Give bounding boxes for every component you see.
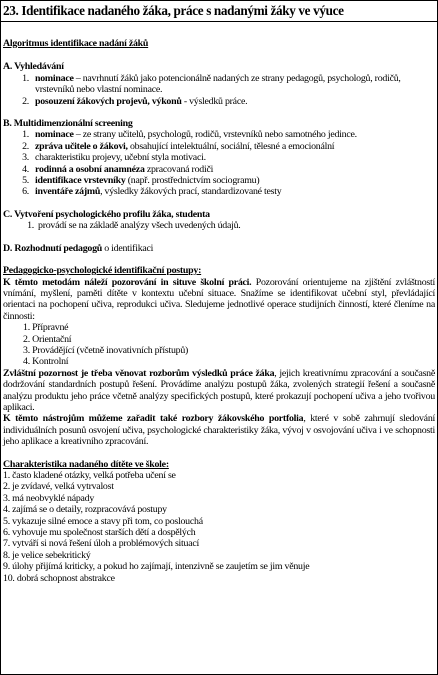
list-item: 2. je zvídavé, velká vytrvalost <box>3 481 114 493</box>
list-item: 10. dobrá schopnost abstrakce <box>3 572 115 584</box>
section-d-heading: D. Rozhodnutí pedagogů o identifikaci <box>3 242 154 254</box>
list-item: 9. úlohy přijímá kriticky, a pokud ho zajímají, intenzivně se zaujetím se jim věnuje <box>3 561 310 573</box>
list-item: 6. inventáře zájmů, výsledky žákových prací, standardizované testy <box>22 186 282 198</box>
list-item: 1. nominace – ze strany učitelů, psychologů, rodičů, vrstevníků nebo samotného jedince. <box>22 129 357 141</box>
list-item: 1. provádí se na základě analýzy všech uvedených údajů. <box>27 220 241 232</box>
list-item: 2. posouzení žákových projevů, výkonů - výsledků práce. <box>22 95 248 107</box>
list-item: 3. má neobvyklé nápady <box>3 492 95 504</box>
list-item: 3. Provádějící (včetně inovativních přístupů) <box>23 344 189 356</box>
methods-paragraph-3: K těmto nástrojům můžeme zařadit také rozbory žákovského portfolia, které v sobě zahrnují sledování individuálních posunů osvojení učiva, psychologické charakteristiky žáka, vývoj v osvojování učiva i ve schopnosti jeho aplikace a kreativního zpracování. <box>3 413 435 448</box>
list-item: 4. Kontrolní <box>23 356 69 368</box>
section-a-heading: A. Vyhledávání <box>3 61 64 73</box>
list-item: 4. zajímá se o detaily, rozpracovává postupy <box>3 504 167 516</box>
list-item: 2. zpráva učitele o žákovi, obsahující intelektuální, sociální, tělesné a emocionální <box>22 140 335 152</box>
list-item: 2. Orientační <box>23 333 72 345</box>
list-item: 1. Přípravné <box>23 322 69 334</box>
methods-heading: Pedagogicko-psychologické identifikační postupy: <box>3 265 202 277</box>
list-item: 4. rodinná a osobní anamnéza zpracovaná rodiči <box>22 163 214 175</box>
document-body <box>3 38 435 584</box>
section-c-heading: C. Vytvoření psychologického profilu žáka, studenta <box>3 208 210 220</box>
algorithm-heading: Algoritmus identifikace nadání žáků <box>3 38 149 49</box>
list-item: 7. vytváří si nová řešení úloh a problémových situací <box>3 538 199 550</box>
section-b-heading: B. Multidimenzionální screening <box>3 118 133 130</box>
page-title: 23. Identifikace nadaného žáka, práce s nadanými žáky ve výuce <box>1 1 438 22</box>
list-item: 1. nominace – navrhnutí žáků jako potencionálně nadaných ze strany pedagogů, psychologů, rodičů, vrstevníků nebo vlastní nominace. <box>22 72 401 96</box>
list-item: 6. vyhovuje mu společnost starších dětí a dospělých <box>3 527 196 539</box>
list-item: 5. identifikace vrstevníky (např. prostřednictvím sociogramu) <box>22 175 260 187</box>
methods-paragraph-2: Zvláštní pozornost je třeba věnovat rozborům výsledků práce žáka, jejich kreativnímu zpracování a současně dodržování standardních postupů řešení. Provádíme analýzu postupů žáka, zvolených strategií řešení a současně analýzu produktu jeho práce včetně analýzy specifických postupů, které prokazují pochopení učiva a jeho tvořivou aplikaci. <box>3 367 435 413</box>
characteristics-heading: Charakteristika nadaného dítěte ve škole: <box>3 458 169 470</box>
list-item: 5. vykazuje silné emoce a stavy při tom, co poslouchá <box>3 515 203 527</box>
list-item: 8. je velice sebekritický <box>3 549 91 561</box>
activity-list <box>3 322 435 368</box>
methods-paragraph-1: K těmto metodám náleží pozorování in situve školní práci. Pozorování orientujeme na zjištění zvláštností vnímání, myšlení, paměti dítěte v kontextu učební situace. Snažíme se identifikovat učební styl, převládající orientaci na pochopení učiva, reprodukci učiva. Sledujeme jednotlivé operace studijních činností, které členíme na činnosti: <box>3 276 435 322</box>
list-item: 3. charakteristiku projevy, učební styla motivaci. <box>22 152 206 164</box>
list-item: 1. často kladené otázky, velká potřeba učení se <box>3 470 176 481</box>
